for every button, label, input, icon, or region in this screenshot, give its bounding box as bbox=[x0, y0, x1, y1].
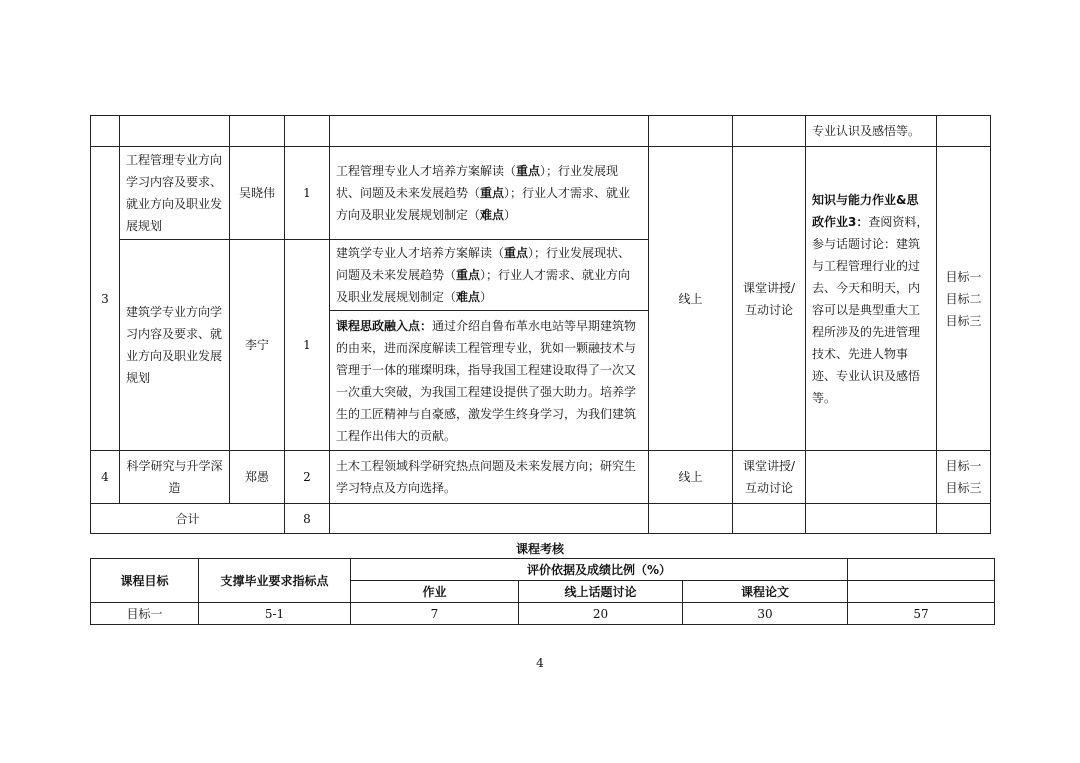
cell bbox=[649, 116, 733, 147]
assessment-title: 课程考核 bbox=[515, 542, 564, 556]
cell bbox=[330, 504, 649, 534]
teacher-name: 郑愚 bbox=[230, 451, 285, 504]
row-paper: 30 bbox=[683, 603, 848, 625]
table-row bbox=[91, 504, 991, 534]
teaching-mode: 线上 bbox=[649, 147, 733, 451]
teaching-method: 课堂讲授/互动讨论 bbox=[733, 147, 806, 451]
cell bbox=[120, 116, 230, 147]
cell bbox=[649, 504, 733, 534]
header-paper: 课程论文 bbox=[683, 581, 848, 603]
lesson-hours: 1 bbox=[285, 147, 330, 240]
lesson-topic: 建筑学专业方向学习内容及要求、就业方向及职业发展规划 bbox=[120, 240, 230, 451]
cell bbox=[230, 116, 285, 147]
ideology-cell: 课程思政融入点：通过介绍自鲁布革水电站等早期建筑物的由来，进而深度解读工程管理专业，犹如一颗融技术与管理于一体的璀璨明珠，指导我国工程建设取得了一次又一次重大突破，为我国工程建设提供了强大助力。培养学生的工匠精神与自豪感，激发学生终身学习，为我们建筑工程作出伟大的贡献。 bbox=[330, 311, 649, 451]
teacher-name: 李宁 bbox=[230, 240, 285, 451]
goal-label: 目标三 bbox=[945, 313, 982, 328]
lesson-number: 4 bbox=[91, 451, 120, 504]
goal-label: 目标二 bbox=[945, 291, 982, 306]
cell bbox=[806, 451, 937, 504]
lesson-content: 工程管理专业人才培养方案解读（重点）；行业发展现状、问题及未来发展趋势（重点）；行业人才需求、就业方向及职业发展规划制定（难点） bbox=[330, 147, 649, 240]
table-row bbox=[91, 603, 995, 625]
cell bbox=[733, 504, 806, 534]
header-homework: 作业 bbox=[351, 581, 519, 603]
cell bbox=[806, 504, 937, 534]
table-row bbox=[91, 559, 995, 581]
header-goal: 课程目标 bbox=[91, 559, 199, 603]
total-hours: 8 bbox=[285, 504, 330, 534]
goal-label: 目标一 bbox=[945, 269, 982, 284]
cell bbox=[91, 116, 120, 147]
assessment-table bbox=[90, 558, 995, 625]
lesson-topic: 科学研究与升学深造 bbox=[120, 451, 230, 504]
row-discussion: 20 bbox=[519, 603, 683, 625]
lesson-content: 土木工程领域科学研究热点问题及未来发展方向；研究生学习特点及方向选择。 bbox=[330, 451, 649, 504]
table-row bbox=[91, 116, 991, 147]
goal-label: 目标三 bbox=[945, 481, 982, 495]
goals-cell bbox=[937, 451, 991, 504]
cell bbox=[733, 116, 806, 147]
cell bbox=[285, 116, 330, 147]
row-indicator: 5-1 bbox=[199, 603, 351, 625]
row-goal: 目标一 bbox=[91, 603, 199, 625]
cell bbox=[937, 116, 991, 147]
teacher-name: 吴晓伟 bbox=[230, 147, 285, 240]
course-schedule-table bbox=[90, 115, 991, 534]
homework-cell: 知识与能力作业&思政作业3：查阅资料，参与话题讨论：建筑与工程管理行业的过去、今天和明天，内容可以是典型重大工程所涉及的先进管理技术、先进人物事迹、专业认识及感悟等。 bbox=[806, 147, 937, 451]
lesson-topic: 工程管理专业方向学习内容及要求、就业方向及职业发展规划 bbox=[120, 147, 230, 240]
goal-label: 目标一 bbox=[945, 459, 982, 473]
cell bbox=[848, 581, 995, 603]
header-indicator: 支撑毕业要求指标点 bbox=[199, 559, 351, 603]
lesson-hours: 1 bbox=[285, 240, 330, 451]
goals-cell bbox=[937, 147, 991, 451]
header-discussion: 线上话题讨论 bbox=[519, 581, 683, 603]
teaching-mode: 线上 bbox=[649, 451, 733, 504]
header-basis: 评价依据及成绩比例（%） bbox=[351, 559, 848, 581]
table-row bbox=[91, 451, 991, 504]
header-total bbox=[848, 559, 995, 581]
cell bbox=[937, 504, 991, 534]
cell bbox=[330, 116, 649, 147]
lesson-hours: 2 bbox=[285, 451, 330, 504]
teaching-method: 课堂讲授/互动讨论 bbox=[733, 451, 806, 504]
row-homework: 7 bbox=[351, 603, 519, 625]
total-label: 合计 bbox=[91, 504, 285, 534]
cell-note: 专业认识及感悟等。 bbox=[806, 116, 937, 147]
page-number: 4 bbox=[536, 656, 544, 670]
row-total: 57 bbox=[848, 603, 995, 625]
lesson-number: 3 bbox=[91, 147, 120, 451]
lesson-content: 建筑学专业人才培养方案解读（重点）；行业发展现状、问题及未来发展趋势（重点）；行业人才需求、就业方向及职业发展规划制定（难点） bbox=[330, 240, 649, 311]
table-row bbox=[91, 147, 991, 240]
